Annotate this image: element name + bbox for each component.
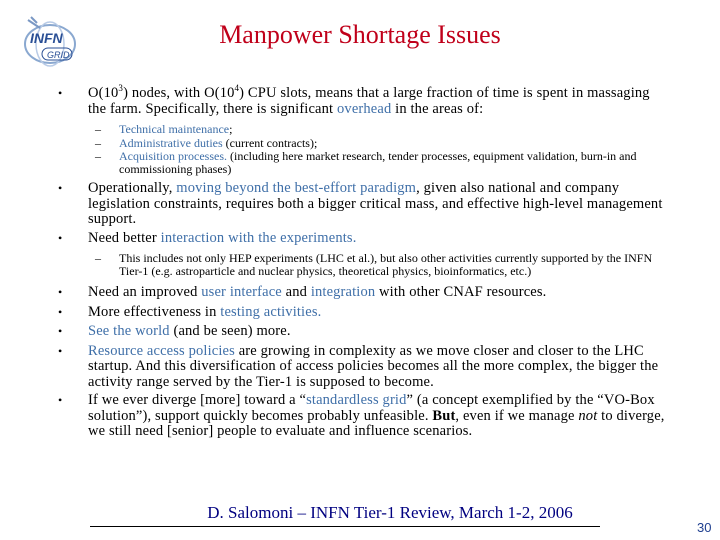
- bullet-resource-access-policies: • Resource access policies are growing in complexity as we move closer and closer to the LHC startup. And this diversification of access policies becomes all the more complex, the bigger the activity range served by the Tier-1 is supposed to become.: [58, 342, 659, 390]
- bullet-icon: •: [58, 304, 63, 319]
- bullet-icon: •: [58, 86, 63, 100]
- dash-icon: –: [95, 149, 101, 163]
- page-number: 30: [697, 520, 712, 535]
- bullet-testing-activities: • More effectiveness in testing activities.: [58, 303, 322, 320]
- bullet-user-interface: • Need an improved user interface and integration with other CNAF resources.: [58, 284, 547, 300]
- bullet-icon: •: [58, 285, 63, 299]
- slide-content: [58, 83, 668, 440]
- bullet-operationally: • Operationally, moving beyond the best-effort paradigm, given also national and company legislation constraints, requires both a bigger critical mass, and effective high-level management support.: [58, 180, 663, 227]
- bullet-see-the-world: • See the world (and be seen) more.: [58, 323, 291, 339]
- slide-footer: D. Salomoni – INFN Tier-1 Review, March 1-2, 2006: [207, 503, 573, 522]
- bullet-icon: •: [58, 230, 63, 245]
- bullet-icon: •: [58, 324, 63, 338]
- svg-text:GRID: GRID: [47, 50, 70, 60]
- bullet-icon: •: [58, 181, 63, 195]
- subbullet-acquisition-processes: – Acquisition processes. (including here market research, tender processes, equipment validation, burn-in and commissioning phases): [95, 149, 637, 176]
- dash-icon: –: [95, 135, 101, 150]
- subbullet-hep-experiments: – This includes not only HEP experiments (LHC et al.), but also other activities currently supported by the INFN Tier-1 (e.g. astroparticle and nuclear physics, theoretical physics, bioinformatics, etc.): [95, 251, 653, 278]
- subbullet-administrative-duties: – Administrative duties (current contracts);: [95, 135, 318, 150]
- footer-divider: [90, 526, 600, 527]
- dash-icon: –: [95, 251, 101, 265]
- bullet-standardless-grid: • If we ever diverge [more] toward a “standardless grid” (a concept exemplified by the “VO-Box solution”), support quickly becomes probably unfeasible. But, even if we manage not to diverge, we still need [senior] people to evaluate and influence scenarios.: [58, 392, 665, 439]
- bullet-icon: •: [58, 343, 63, 358]
- svg-text:INFN: INFN: [30, 30, 63, 46]
- subbullet-technical-maintenance: – Technical maintenance;: [95, 122, 233, 136]
- bullet-farm-overhead: • $O(10^3)$ nodes, with $O(10^4)$ CPU slots, means that a large fraction of time is spent in massaging the farm. Specifically, there is significant overhead in the areas of:: [58, 83, 650, 117]
- bullet-interaction-experiments: • Need better interaction with the experiments.: [58, 229, 357, 246]
- dash-icon: –: [95, 122, 101, 136]
- slide-title: Manpower Shortage Issues: [219, 20, 501, 49]
- bullet-icon: •: [58, 393, 63, 407]
